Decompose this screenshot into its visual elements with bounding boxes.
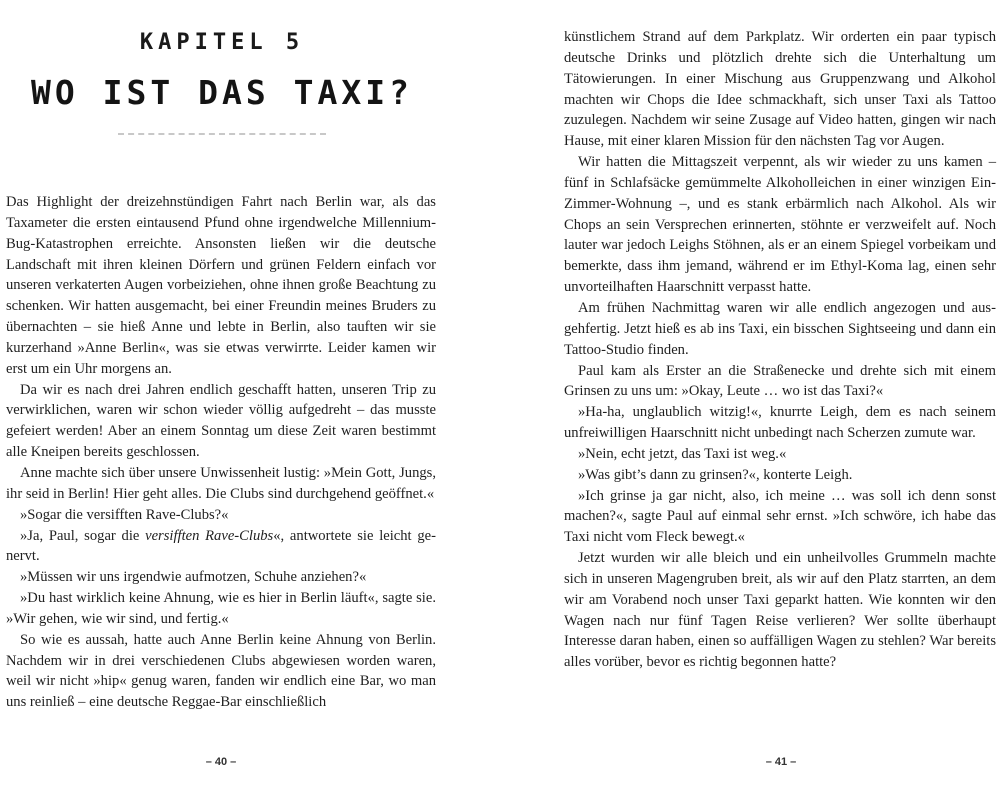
paragraph: künstlichem Strand auf dem Parkplatz. Wir orderten ein paar typisch deutsche Drinks und plötzlich drehte sich die Unterhaltung um Tätowierungen. In einer Mischung aus Gruppenzwang und Alkohol machten wir Chops die Idee schmackhaft, sich unser Taxi als Tattoo zuzulegen. Nachdem wir seine Zusage auf Video hatten, gingen wir nach Hause, mit einer klaren Mission für den nächsten Tag vor Augen. <box>564 29 996 150</box>
paragraph: »Sogar die versifften Rave-Clubs?« <box>20 506 229 523</box>
right-body-text <box>564 27 996 673</box>
title-divider <box>118 133 326 135</box>
paragraph: Paul kam als Erster an die Straßenecke und drehte sich mit einem Grinsen zu uns um: »Okay, Leute … wo ist das Taxi?« <box>564 362 996 400</box>
right-page <box>500 0 1000 800</box>
page-number: – 40 – <box>205 756 237 768</box>
chapter-label: KAPITEL 5 <box>139 30 305 55</box>
paragraph: Das Highlight der dreizehnstündigen Fahrt nach Berlin war, als das Taxameter die ersten eintausend Pfund ohne irgendwelche Millennium-Bug-Katastrophen erreichte. Ansonsten ließen wir die deutsche Landschaft mit ihren kleinen Dörfern und grünen Feldern einfach vor unseren verkaterten Augen vorbeiziehen, ohne ihnen große Beachtung zu schenken. Wir hatten ausgemacht, bei einer Freundin meines Bruders zu übernachten – sie hieß Anne und lebte in Berlin, also tauften wir sie kurzerhand »Anne Berlin«, was sie etwas verwirrte. Leider kamen wir erst um ein Uhr morgens an. <box>6 194 436 377</box>
left-body-text <box>6 192 436 713</box>
paragraph: Da wir es nach drei Jahren endlich geschafft hatten, unseren Trip zu verwirklichen, waren wir schon wieder völlig aufgedreht – das musste gefeiert werden! Aber an einem Sonntag um diese Zeit waren bestimmt alle Kneipen bereits geschlossen. <box>6 381 436 461</box>
dialogue-text: »Ja, Paul, sogar die <box>20 527 146 544</box>
paragraph: Am frühen Nachmittag waren wir alle endlich angezogen und ausgehfertig. Jetzt hieß es ab ins Taxi, ein bisschen Sightseeing und dann ein Tattoo-Studio finden. <box>564 299 996 358</box>
chapter-title: WO IST DAS TAXI? <box>31 73 413 112</box>
emphasis-text: versifften Rave-Clubs <box>145 527 274 544</box>
paragraph: »Ha-ha, unglaublich witzig!«, knurrte Leigh, dem es nach seinem unfreiwilligen Haarschnitt nicht unbedingt nach Scherzen zumute war. <box>564 404 996 442</box>
paragraph: »Nein, echt jetzt, das Taxi ist weg.« <box>578 445 787 462</box>
paragraph: Wir hatten die Mittagszeit verpennt, als wir wieder zu uns kamen – fünf in Schlafsäcke gemümmelte Alkoholleichen in einer winzigen Ein-Zimmer-Wohnung –, und es stank erbärmlich nach Alkohol. Als wir Chops an sein Versprechen erinnerten, stöhnte er verzweifelt auf. Noch lauter war jedoch Leighs Stöhnen, als er an einem Spiegel vorbeikam und bemerkte, dass ihm jemand, während er im Ethyl-Koma lag, einen sehr unvorteilhaften Haarschnitt verpasst hatte. <box>564 154 996 296</box>
paragraph: »Was gibt’s dann zu grinsen?«, konterte Leigh. <box>578 466 853 483</box>
paragraph: »Du hast wirklich keine Ahnung, wie es hier in Berlin läuft«, sagte sie. »Wir gehen, wie wir sind, und fertig.« <box>6 590 436 627</box>
paragraph: »Müssen wir uns irgendwie aufmotzen, Schuhe anziehen?« <box>20 569 367 586</box>
paragraph: »Ich grinse ja gar nicht, also, ich meine … was soll ich denn sonst machen?«, sagte Paul auf einmal sehr ernst. »Ich schwöre, ich habe das Taxi nicht vom Fleck bewegt.« <box>564 487 996 546</box>
paragraph: Jetzt wurden wir alle bleich und ein unheilvolles Grummeln machte sich in unseren Magengruben breit, als wir auf den Platz starrten, an dem wir am Vorabend noch unser Taxi geparkt hatten. Wie konnten wir den Wagen nach nur fünf Tagen Reise verlieren? Wer sollte überhaupt Interesse daran haben, einen so auffälligen Wagen zu stehlen? War bereits alles vorüber, bevor es richtig begonnen hatte? <box>564 550 996 671</box>
page-number: – 41 – <box>765 756 797 768</box>
paragraph <box>6 526 436 568</box>
paragraph: So wie es aussah, hatte auch Anne Berlin keine Ahnung von Berlin. Nachdem wir in drei verschiedenen Clubs abgewiesen worden waren, weil wir nicht »hip« genug waren, fanden wir endlich eine Bar, wo man uns reinließ – eine deutsche Reggae-Bar einschließlich <box>6 631 436 711</box>
paragraph: Anne machte sich über unsere Unwissenheit lustig: »Mein Gott, Jungs, ihr seid in Berlin! Hier geht alles. Die Clubs sind durchgehend geöffnet.« <box>6 464 436 502</box>
dialogue-text: «, antwortete sie leicht genervt. <box>6 527 436 565</box>
